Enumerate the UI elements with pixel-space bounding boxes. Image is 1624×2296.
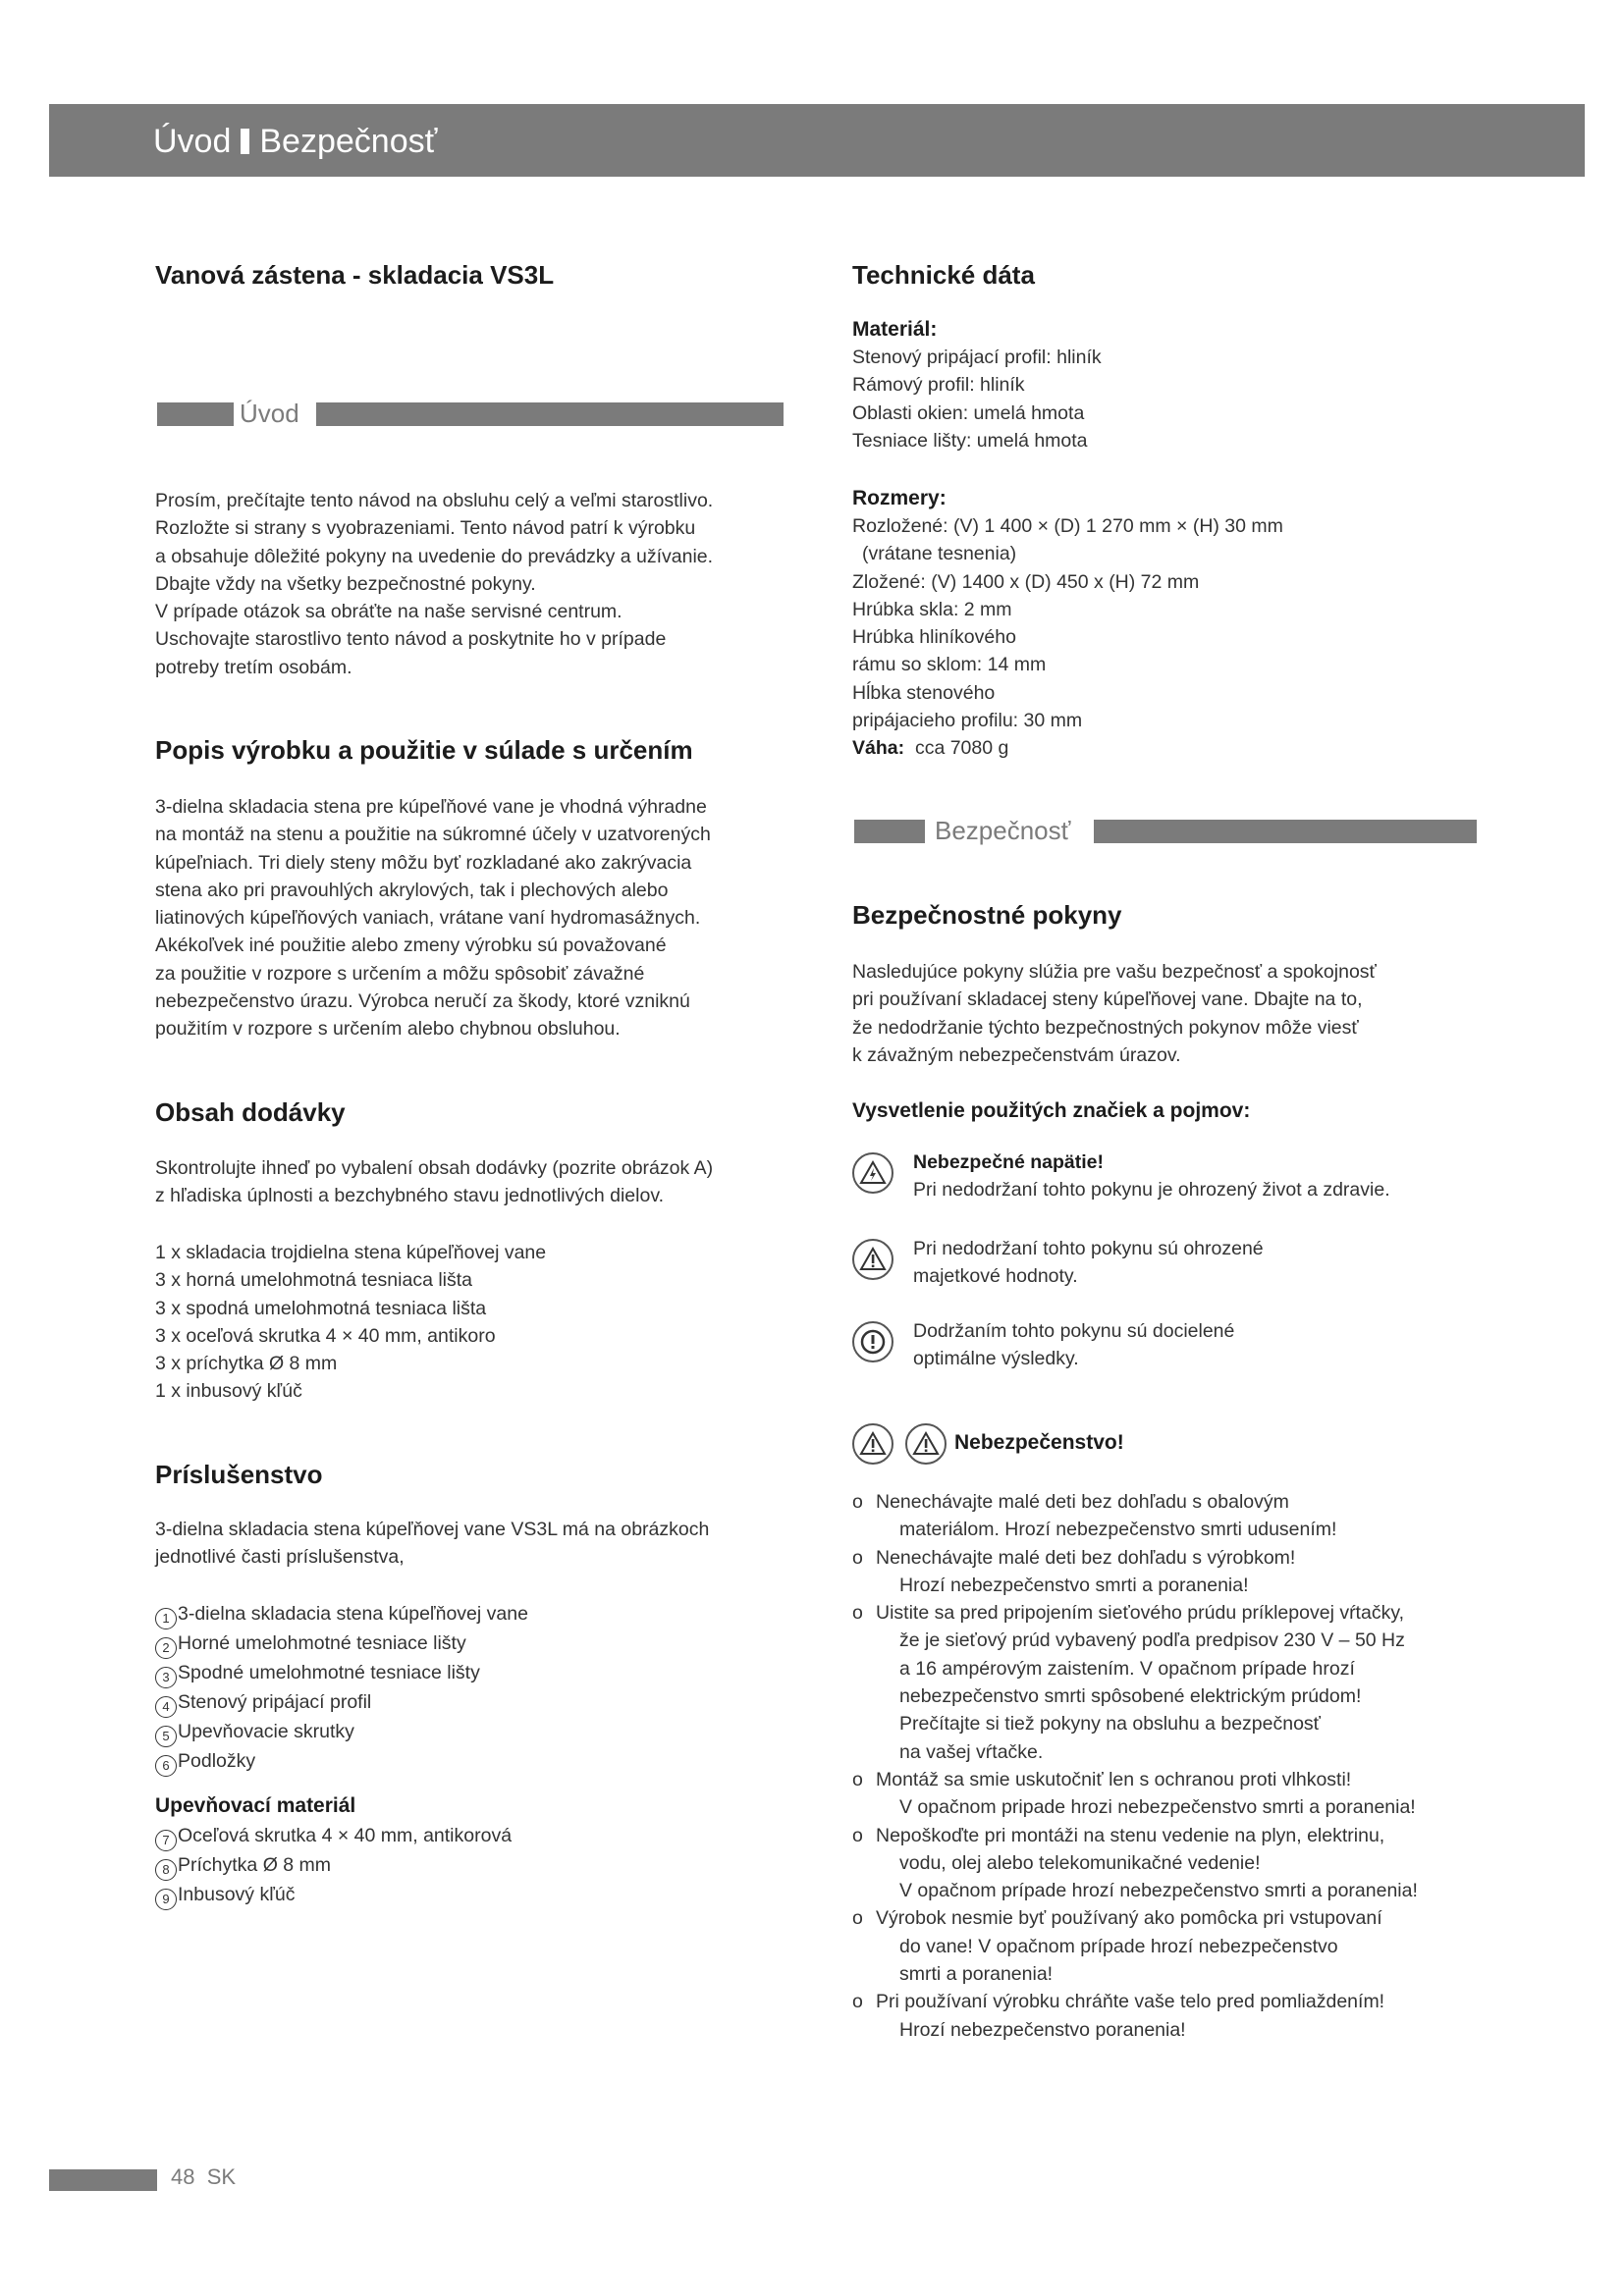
voltage-warning-icon — [852, 1152, 893, 1194]
symbol-1-title: Nebezpečné napätie! — [913, 1151, 1104, 1173]
mounting-text: Oceľová skrutka 4 × 40 mm, antikorová — [178, 1825, 513, 1846]
danger-item — [852, 1904, 1500, 1988]
part-text: Horné umelohmotné tesniace lišty — [178, 1632, 466, 1654]
contents-title: Obsah dodávky — [155, 1097, 346, 1127]
product-title: Vanová zástena - skladacia VS3L — [155, 260, 555, 290]
bullet-marker: o — [852, 1546, 863, 1569]
part-item — [155, 1718, 528, 1747]
header-title-intro: Úvod — [153, 123, 232, 160]
safety-section-bar — [852, 816, 1477, 845]
intro-line: Rozložte si strany s vyobrazeniami. Tento návod patrí k výrobku — [155, 517, 696, 540]
usage-line: nebezpečenstvo úrazu. Výrobca neručí za škody, ktoré vzniknú — [155, 990, 690, 1013]
danger-line: Hrozí nebezpečenstvo smrti a poranenia! — [899, 1574, 1249, 1596]
danger-line: Uistite sa pred pripojením sieťového prúdu príklepovej vŕtačky, — [876, 1602, 1405, 1625]
material-line: Oblasti okien: umelá hmota — [852, 401, 1085, 424]
intro-line: V prípade otázok sa obráťte na naše servisné centrum. — [155, 601, 623, 623]
usage-line: na montáž na stenu a použitie na súkromné účely v uzatvorených — [155, 824, 711, 846]
part-text: Upevňovacie skrutky — [178, 1721, 354, 1742]
safety-bar-right — [1094, 820, 1477, 843]
usage-line: použitím v rozpore s určením alebo chybnou obsluhou. — [155, 1018, 621, 1041]
danger-line: a 16 ampérovým zaistením. V opačnom prípade hrozí — [899, 1657, 1355, 1680]
mounting-item — [155, 1851, 512, 1881]
symbol-3-line: Dodržaním tohto pokynu sú docielené — [913, 1320, 1235, 1342]
safety-line: pri používaní skladacej steny kúpeľňovej vane. Dbajte na to, — [852, 988, 1363, 1011]
part-item — [155, 1600, 528, 1629]
danger-item — [852, 1988, 1500, 2044]
language-code: SK — [206, 2164, 237, 2189]
bullet-marker: o — [852, 1824, 863, 1846]
part-item — [155, 1629, 528, 1659]
intro-line: a obsahuje dôležité pokyny na uvedenie do prevádzky a užívanie. — [155, 545, 714, 567]
material-label: Materiál: — [852, 318, 938, 341]
symbol-2-line: majetkové hodnoty. — [913, 1265, 1078, 1288]
part-number-badge: 2 — [155, 1637, 177, 1659]
dims-line: pripájacieho profilu: 30 mm — [852, 710, 1083, 732]
danger-line: smrti a poranenia! — [899, 1963, 1054, 1986]
usage-line: Akékoľvek iné použitie alebo zmeny výrobku sú považované — [155, 934, 667, 957]
part-text: 3-dielna skladacia stena kúpeľňovej vane — [178, 1603, 528, 1625]
material-line: Rámový profil: hliník — [852, 374, 1025, 397]
weight-line — [852, 734, 1283, 762]
intro-line: Uschovajte starostlivo tento návod a poskytnite ho v prípade — [155, 628, 667, 651]
header-separator — [241, 129, 249, 154]
bullet-marker: o — [852, 1991, 863, 2013]
usage-text — [155, 793, 711, 1043]
material-line: Stenový pripájací profil: hliník — [852, 347, 1102, 368]
dims-line: Hrúbka skla: 2 mm — [852, 598, 1012, 620]
part-number-badge: 7 — [155, 1830, 177, 1851]
symbol-3-text — [913, 1317, 1234, 1373]
danger-line: Hrozí nebezpečenstvo poranenia! — [899, 2018, 1186, 2041]
contents-line: Skontrolujte ihneď po vybalení obsah dodávky (pozrite obrázok A) — [155, 1157, 714, 1179]
mounting-item — [155, 1822, 512, 1851]
danger-line: vodu, olej alebo telekomunikačné vedenie! — [899, 1851, 1261, 1874]
dims-line: Hĺbka stenového — [852, 681, 996, 704]
danger-line: Montáž sa smie uskutočniť len s ochranou proti vlhkosti! — [876, 1768, 1352, 1790]
danger-line: V opačnom prípade hrozí nebezpečenstvo smrti a poranenia! — [899, 1880, 1418, 1902]
usage-line: stena ako pri pravouhlých akrylových, tak i plechových alebo — [155, 879, 669, 901]
accessories-text — [155, 1516, 709, 1572]
danger-line: Pri používaní výrobku chráňte vaše telo pred pomliaždením! — [876, 1991, 1385, 2013]
symbol-3-line: optimálne výsledky. — [913, 1348, 1079, 1370]
material-line: Tesniace lišty: umelá hmota — [852, 429, 1088, 452]
header-bar — [49, 104, 1585, 177]
danger-item — [852, 1822, 1500, 1905]
dims-line: rámu so sklom: 14 mm — [852, 654, 1047, 676]
footer-bar — [49, 2169, 157, 2191]
danger-line: Prečítajte si tiež pokyny na obsluhu a bezpečnosť — [899, 1713, 1321, 1735]
usage-line: liatinových kúpeľňových vaniach, vrátane vaní hydromasážnych. — [155, 907, 701, 930]
safety-line: že nedodržanie týchto bezpečnostných pokynov môže viesť — [852, 1016, 1359, 1039]
part-number-badge: 1 — [155, 1608, 177, 1629]
dims-line: (vrátane tesnenia) — [862, 543, 1017, 565]
bullet-marker: o — [852, 1768, 863, 1790]
safety-text — [852, 958, 1377, 1069]
part-number-badge: 5 — [155, 1726, 177, 1747]
danger-line: nebezpečenstvo smrti spôsobené elektrickým prúdom! — [899, 1685, 1362, 1708]
safety-line: Nasledujúce pokyny slúžia pre vašu bezpečnosť a spokojnosť — [852, 961, 1377, 983]
dims-line: Rozložené: (V) 1 400 × (D) 1 270 mm × (H) 30 mm — [852, 515, 1283, 537]
contents-item: 3 x spodná umelohmotná tesniaca lišta — [155, 1297, 487, 1319]
usage-title: Popis výrobku a použitie v súlade s určením — [155, 735, 693, 765]
bullet-marker: o — [852, 1602, 863, 1625]
danger-line: že je sieťový prúd vybavený podľa predpisov 230 V – 50 Hz — [899, 1629, 1405, 1652]
danger-item — [852, 1599, 1500, 1766]
page-number: 48 — [171, 2164, 195, 2189]
safety-bar-left — [854, 820, 925, 843]
bullet-marker: o — [852, 1491, 863, 1513]
danger-line: Nepoškoďte pri montáži na stenu vedenie na plyn, elektrinu, — [876, 1824, 1385, 1846]
dims-list — [852, 512, 1283, 763]
part-number-badge: 8 — [155, 1859, 177, 1881]
contents-item: 1 x skladacia trojdielna stena kúpeľňovej vane — [155, 1242, 547, 1263]
danger-item — [852, 1488, 1500, 1544]
danger-list — [852, 1488, 1500, 2044]
intro-line: Prosím, prečítajte tento návod na obsluhu celý a veľmi starostlivo. — [155, 490, 714, 511]
part-number-badge: 6 — [155, 1755, 177, 1777]
symbol-1-desc: Pri nedodržaní tohto pokynu je ohrozený život a zdravie. — [913, 1179, 1390, 1201]
caution-warning-icon — [905, 1423, 947, 1465]
accessories-line: 3-dielna skladacia stena kúpeľňovej vane VS3L má na obrázkoch — [155, 1519, 710, 1540]
intro-bar-right — [316, 402, 784, 426]
part-item — [155, 1688, 528, 1718]
usage-line: kúpeľniach. Tri diely steny môžu byť rozkladané ako zakrývacia — [155, 851, 692, 874]
accessories-title: Príslušenstvo — [155, 1460, 323, 1489]
part-text: Spodné umelohmotné tesniace lišty — [178, 1662, 480, 1683]
part-item — [155, 1747, 528, 1777]
contents-list — [155, 1239, 546, 1406]
danger-line: na vašej vŕtačke. — [899, 1740, 1044, 1763]
part-text: Podložky — [178, 1750, 256, 1772]
contents-line: z hľadiska úplnosti a bezchybného stavu jednotlivých dielov. — [155, 1185, 665, 1207]
contents-item: 3 x oceľová skrutka 4 × 40 mm, antikoro — [155, 1324, 496, 1347]
mounting-item — [155, 1881, 512, 1910]
symbol-1-text — [913, 1148, 1390, 1204]
mounting-title: Upevňovací materiál — [155, 1794, 356, 1817]
info-exclamation-icon — [852, 1321, 893, 1362]
danger-line: do vane! V opačnom prípade hrozí nebezpečenstvo — [899, 1935, 1338, 1957]
danger-line: materiálom. Hrozí nebezpečenstvo smrti udusením! — [899, 1519, 1337, 1541]
symbol-2-line: Pri nedodržaní tohto pokynu sú ohrozené — [913, 1238, 1264, 1259]
danger-line: Nenechávajte malé deti bez dohľadu s výrobkom! — [876, 1546, 1296, 1569]
intro-section-bar — [155, 399, 784, 428]
accessories-line: jednotlivé časti príslušenstva, — [155, 1546, 405, 1569]
mounting-list — [155, 1822, 512, 1910]
danger-item — [852, 1766, 1500, 1822]
intro-bar-left — [157, 402, 234, 426]
intro-text — [155, 487, 713, 681]
mounting-text: Príchytka Ø 8 mm — [178, 1854, 332, 1876]
safety-line: k závažným nebezpečenstvám úrazov. — [852, 1043, 1181, 1066]
weight-label: Váha: — [852, 737, 905, 760]
footer-page-info — [171, 2163, 236, 2191]
usage-line: 3-dielna skladacia stena pre kúpeľňové vane je vhodná výhradne — [155, 796, 707, 818]
page-title — [153, 122, 437, 161]
contents-text — [155, 1154, 713, 1210]
safety-title: Bezpečnostné pokyny — [852, 900, 1122, 930]
dims-line: Zložené: (V) 1400 x (D) 450 x (H) 72 mm — [852, 570, 1200, 593]
danger-title: Nebezpečenstvo! — [954, 1431, 1124, 1454]
material-list — [852, 344, 1102, 454]
caution-warning-icon — [852, 1423, 893, 1465]
contents-item: 3 x horná umelohmotná tesniaca lišta — [155, 1269, 473, 1292]
contents-item: 1 x inbusový kľúč — [155, 1380, 302, 1403]
bullet-marker: o — [852, 1907, 863, 1930]
danger-line: V opačnom pripade hrozi nebezpečenstvo smrti a poranenia! — [899, 1796, 1416, 1819]
danger-line: Nenechávajte malé deti bez dohľadu s obalovým — [876, 1491, 1289, 1513]
part-number-badge: 4 — [155, 1696, 177, 1718]
safety-label: Bezpečnosť — [935, 816, 1071, 845]
danger-line: Výrobok nesmie byť používaný ako pomôcka pri vstupovaní — [876, 1907, 1382, 1930]
intro-line: potreby tretím osobám. — [155, 656, 352, 678]
dims-label: Rozmery: — [852, 487, 947, 509]
intro-label: Úvod — [240, 399, 299, 428]
caution-warning-icon — [852, 1239, 893, 1280]
mounting-text: Inbusový kľúč — [178, 1884, 296, 1905]
tech-title: Technické dáta — [852, 260, 1035, 290]
part-number-badge: 9 — [155, 1889, 177, 1910]
danger-item — [852, 1544, 1500, 1600]
header-title-safety: Bezpečnosť — [259, 123, 438, 160]
weight-value: cca 7080 g — [914, 737, 1009, 760]
part-text: Stenový pripájací profil — [178, 1691, 372, 1713]
usage-line: za použitie v rozpore s určením a môžu spôsobiť závažné — [155, 962, 645, 985]
symbol-2-text — [913, 1235, 1264, 1291]
part-number-badge: 3 — [155, 1667, 177, 1688]
contents-item: 3 x príchytka Ø 8 mm — [155, 1353, 338, 1375]
intro-line: Dbajte vždy na všetky bezpečnostné pokyny. — [155, 572, 536, 595]
part-item — [155, 1659, 528, 1688]
dims-line: Hrúbka hliníkového — [852, 626, 1016, 649]
parts-list — [155, 1600, 528, 1777]
symbols-title: Vysvetlenie použitých značiek a pojmov: — [852, 1099, 1251, 1122]
